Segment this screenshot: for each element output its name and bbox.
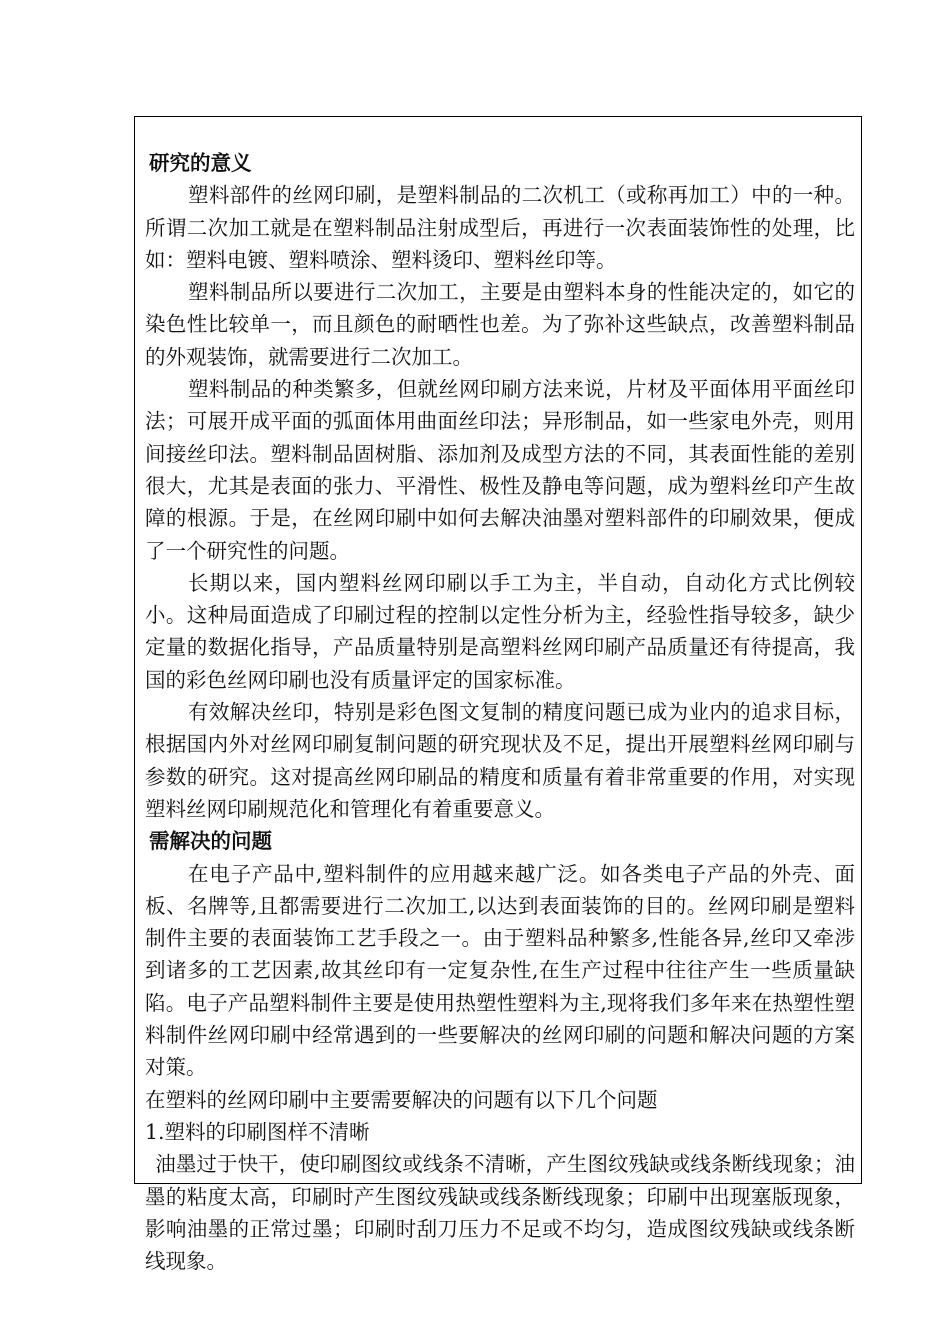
paragraph: 塑料制品所以要进行二次加工，主要是由塑料本身的性能决定的，如它的染色性比较单一，而且颜色的耐晒性也差。为了弥补这些缺点，改善塑料制品的外观装饰，就需要进行二次加工。 (145, 280, 855, 369)
paragraph: 在电子产品中,塑料制件的应用越来越广泛。如各类电子产品的外壳、面板、名牌等,且都需要进行二次加工,以达到表面装饰的目的。丝网印刷是塑料制件主要的表面装饰工艺手段之一。由于塑料品种繁多,性能各异,丝印又牵涉到诸多的工艺因素,故其丝印有一定复杂性,在生产过程中往往产生一些质量缺陷。电子产品塑料制件主要是使用热塑性塑料为主,现将我们多年来在热塑性塑料制件丝网印刷中经常遇到的一些要解决的丝网印刷的问题和解决问题的方案对策。 (145, 861, 855, 1080)
problem-item-title: 1.塑料的印刷图样不清晰 (145, 1119, 370, 1144)
document-frame (134, 116, 862, 1274)
paragraph: 塑料部件的丝网印刷，是塑料制品的二次机工（或称再加工）中的一种。所谓二次加工就是在塑料制品注射成型后，再进行一次表面装饰性的处理，比如：塑料电镀、塑料喷涂、塑料烫印、塑料丝印等。 (145, 183, 855, 272)
section-heading-significance: 研究的意义 (149, 151, 252, 175)
paragraph: 有效解决丝印，特别是彩色图文复制的精度问题已成为业内的追求目标，根据国内外对丝网印刷复制问题的研究现状及不足，提出开展塑料丝网印刷与参数的研究。这对提高丝网印刷品的精度和质量有着非常重要的作用，对实现塑料丝网印刷规范化和管理化有着重要意义。 (145, 700, 855, 821)
section-heading-problems: 需解决的问题 (149, 829, 272, 854)
paragraph: 长期以来，国内塑料丝网印刷以手工为主，半自动，自动化方式比例较小。这种局面造成了印刷过程的控制以定性分析为主，经验性指导较多，缺少定量的数据化指导，产品质量特别是高塑料丝网印刷产品质量还有待提高，我国的彩色丝网印刷也没有质量评定的国家标准。 (145, 570, 855, 692)
paragraph: 塑料制品的种类繁多，但就丝网印刷方法来说，片材及平面体用平面丝印法；可展开成平面的弧面体用曲面丝印法；异形制品，如一些家电外壳，则用间接丝印法。塑料制品固树脂、添加剂及成型方法的不同，其表面性能的差别很大，尤其是表面的张力、平滑性、极性及静电等问题，成为塑料丝印产生故障的根源。于是，在丝网印刷中如何去解决油墨对塑料部件的印刷效果，便成了一个研究性的问题。 (145, 377, 855, 563)
problems-lead: 在塑料的丝网印刷中主要需要解决的问题有以下几个问题 (145, 1087, 658, 1112)
problem-item-text: 油墨过于快干，使印刷图纹或线条不清晰，产生图纹残缺或线条断线现象；油墨的粘度太高，印刷时产生图纹残缺或线条断线现象；印刷中出现塞版现象，影响油墨的正常过墨；印刷时刮刀压力不足或不均匀，造成图纹残缺或线条断线现象。 (145, 1152, 855, 1274)
